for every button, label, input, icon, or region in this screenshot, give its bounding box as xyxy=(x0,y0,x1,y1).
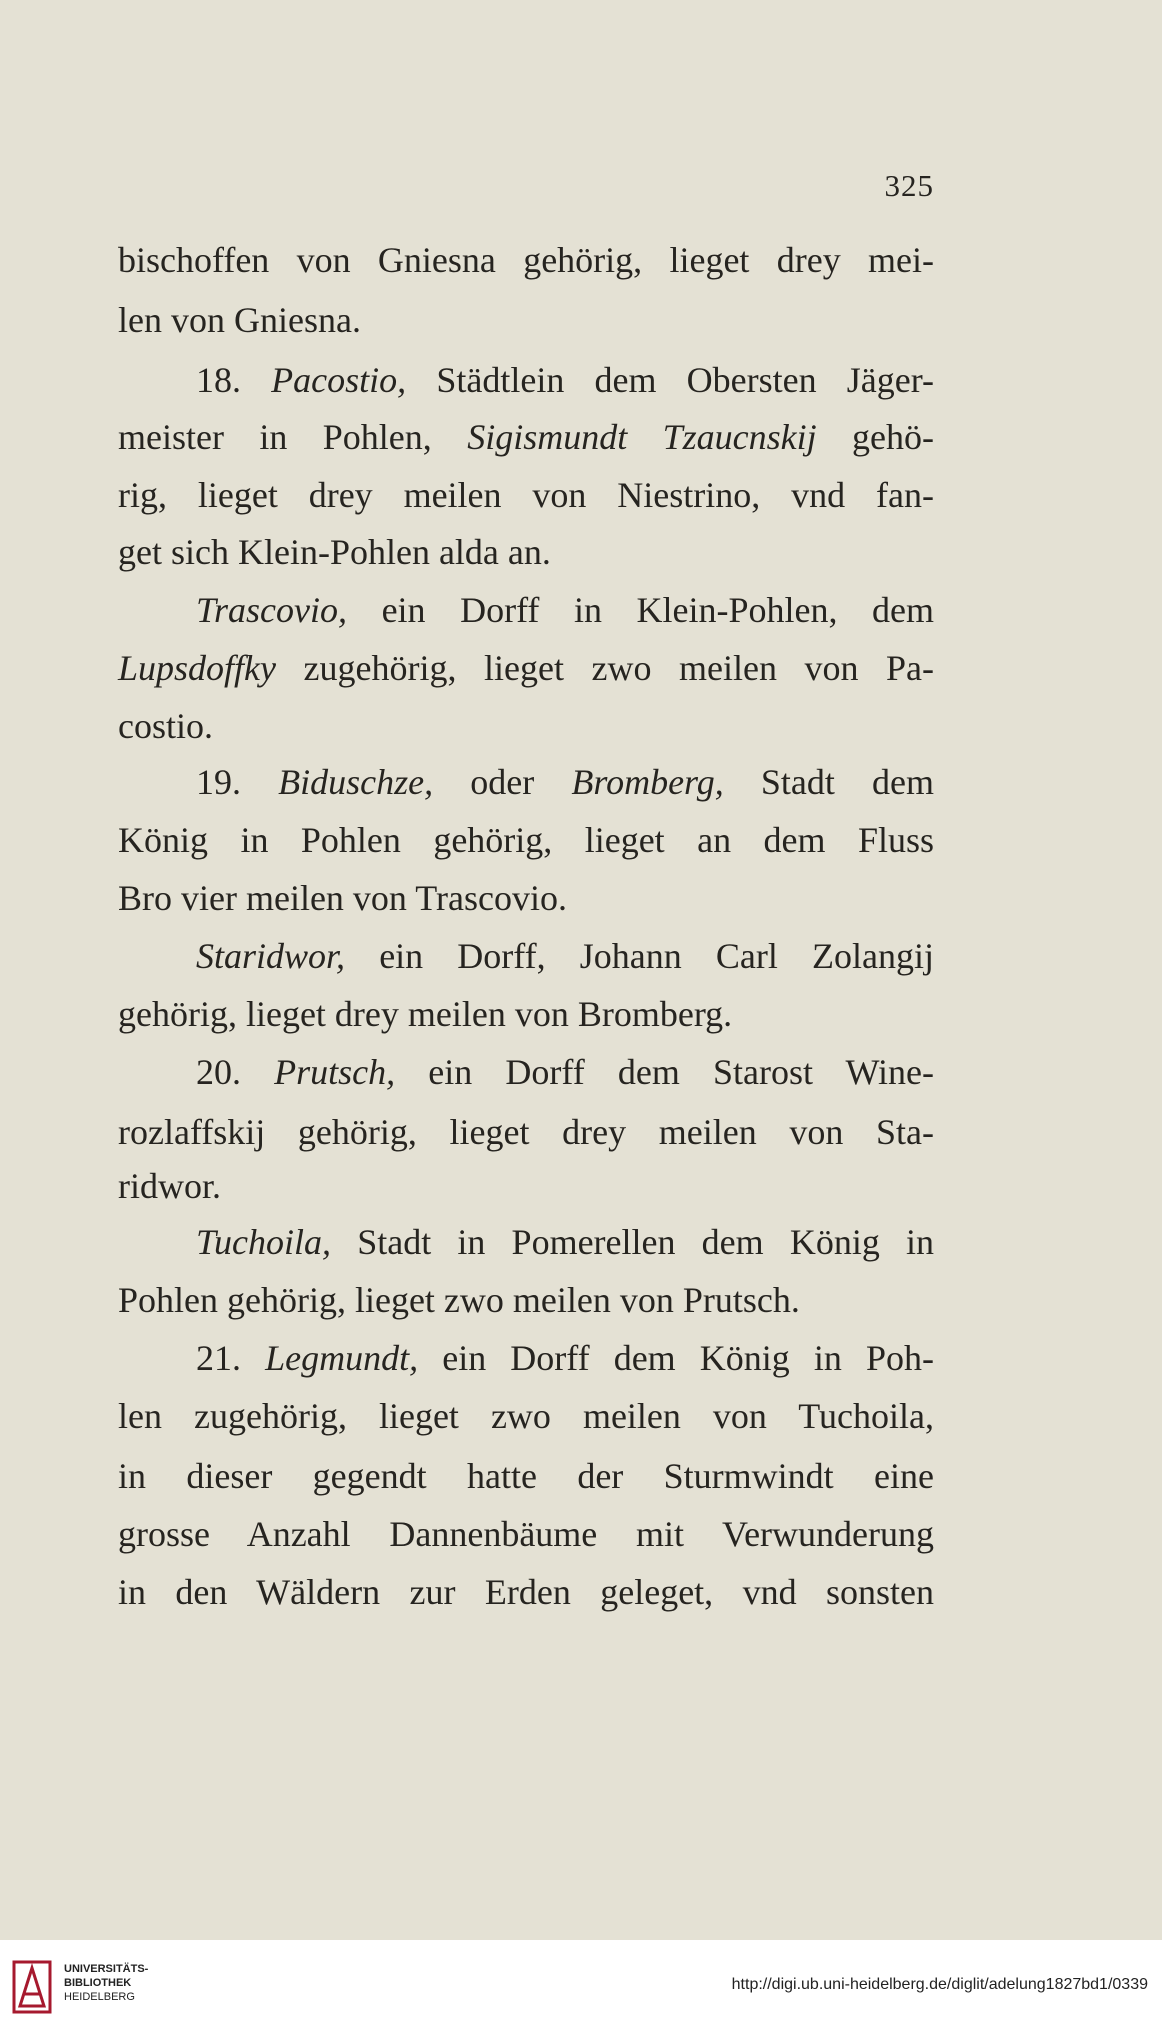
text-line xyxy=(118,1166,221,1206)
text-line xyxy=(118,820,934,860)
text-segment: len von Gniesna. xyxy=(118,300,361,340)
italic-name: Tuchoila, xyxy=(196,1222,332,1262)
text-segment: in dieser gegendt hatte der Sturmwindt eine xyxy=(118,1456,934,1496)
italic-name: Legmundt, xyxy=(265,1338,419,1378)
text-segment: 20. xyxy=(196,1052,275,1092)
text-segment: gehörig, lieget drey meilen von Bromberg. xyxy=(118,994,733,1034)
italic-name: Trascovio, xyxy=(196,590,348,630)
text-line xyxy=(118,1456,934,1496)
text-line xyxy=(196,1338,934,1378)
text-segment: len zugehörig, lieget zwo meilen von Tuchoila, xyxy=(118,1396,934,1436)
italic-name: Lupsdoffky xyxy=(118,648,276,688)
text-line xyxy=(118,300,361,340)
text-segment: rozlaffskij gehörig, lieget drey meilen von Sta- xyxy=(118,1112,934,1152)
text-line xyxy=(118,532,551,572)
logo-line-1: UNIVERSITÄTS- xyxy=(64,1963,149,1975)
text-segment: grosse Anzahl Dannenbäume mit Verwunderung xyxy=(118,1514,934,1554)
text-segment: meister in Pohlen, xyxy=(118,417,468,457)
logo-line-2: BIBLIOTHEK xyxy=(64,1977,132,1989)
text-line xyxy=(118,1514,934,1554)
footer-bar xyxy=(0,1940,1162,2032)
text-line xyxy=(118,1112,934,1152)
italic-name: Staridwor, xyxy=(196,936,346,976)
text-segment: 18. xyxy=(196,360,272,400)
text-segment: 19. xyxy=(196,762,279,802)
text-segment: gehö- xyxy=(816,417,935,457)
text-line xyxy=(118,1280,800,1320)
text-line xyxy=(118,648,934,688)
text-line xyxy=(196,590,934,630)
italic-name: Biduschze, xyxy=(278,762,434,802)
page-number: 325 xyxy=(884,168,934,203)
text-segment: in den Wäldern zur Erden geleget, vnd sonsten xyxy=(118,1572,934,1612)
text-segment: Städtlein dem Obersten Jäger- xyxy=(406,360,934,400)
library-logo-text xyxy=(64,1962,148,2004)
text-segment: Stadt in Pomerellen dem König in xyxy=(331,1222,934,1262)
text-line xyxy=(118,1396,934,1436)
text-line xyxy=(118,1572,934,1612)
text-segment: 21. xyxy=(196,1338,266,1378)
text-segment: ein Dorff dem Starost Wine- xyxy=(395,1052,935,1092)
logo-line-3: HEIDELBERG xyxy=(64,1991,135,2003)
text-line xyxy=(118,994,732,1034)
text-segment: ridwor. xyxy=(118,1166,221,1206)
italic-name: Pacostio, xyxy=(271,360,407,400)
text-segment: zugehörig, lieget zwo meilen von Pa- xyxy=(276,648,934,688)
italic-name: Sigismundt Tzaucnskij xyxy=(467,417,817,457)
italic-name: Prutsch, xyxy=(274,1052,396,1092)
text-segment: ein Dorff, Johann Carl Zolangij xyxy=(345,936,934,976)
library-logo-icon xyxy=(12,1956,56,2018)
text-line xyxy=(118,240,934,280)
text-segment: oder xyxy=(433,762,572,802)
text-line xyxy=(118,706,213,746)
text-line xyxy=(196,1052,934,1092)
text-line xyxy=(196,1222,934,1262)
text-segment: Stadt dem xyxy=(723,762,935,802)
text-line xyxy=(118,417,934,457)
text-line xyxy=(196,762,934,802)
text-line xyxy=(118,475,934,515)
source-url-link[interactable]: http://digi.ub.uni-heidelberg.de/diglit/adelung1827bd1/0339 xyxy=(731,1976,1148,1993)
text-segment: Bro vier meilen von Trascovio. xyxy=(118,878,567,918)
italic-name: Bromberg, xyxy=(571,762,724,802)
text-line xyxy=(196,936,934,976)
text-segment: rig, lieget drey meilen von Niestrino, vnd fan- xyxy=(118,475,934,515)
text-segment: get sich Klein-Pohlen alda an. xyxy=(118,532,551,572)
text-segment: König in Pohlen gehörig, lieget an dem Fluss xyxy=(118,820,934,860)
text-segment: ein Dorff dem König in Poh- xyxy=(418,1338,934,1378)
text-segment: bischoffen von Gniesna gehörig, lieget drey mei- xyxy=(118,240,934,280)
text-line xyxy=(196,360,934,400)
text-segment: ein Dorff in Klein-Pohlen, dem xyxy=(347,590,934,630)
text-segment: costio. xyxy=(118,706,213,746)
text-line xyxy=(118,878,567,918)
text-segment: Pohlen gehörig, lieget zwo meilen von Prutsch. xyxy=(118,1280,800,1320)
